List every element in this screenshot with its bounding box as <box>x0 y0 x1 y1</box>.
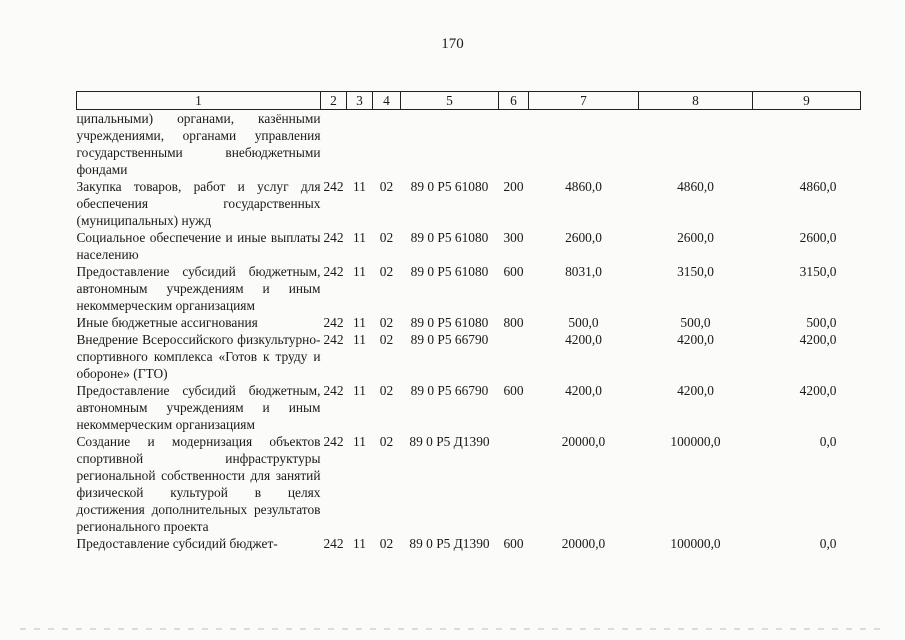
cell-section: 11 <box>353 536 366 551</box>
cell-expense-type: 800 <box>503 315 524 330</box>
table-row <box>77 110 861 179</box>
cell-sum-year3: 0,0 <box>819 536 837 551</box>
cell-sum-year3: 500,0 <box>806 315 837 330</box>
cell-expense-type: 200 <box>503 179 524 194</box>
cell-ministry: 242 <box>323 179 344 194</box>
cell-target: 89 0 P5 61080 <box>410 230 489 245</box>
cell-target: 89 0 P5 Д1390 <box>409 536 490 551</box>
cell-ministry: 242 <box>323 315 344 330</box>
cell-target: 89 0 P5 61080 <box>410 315 489 330</box>
row-name: Предоставление субсидий бюджетным, автономным учреждениям и иным некоммерческим организациям <box>76 383 321 432</box>
header-col-4: 4 <box>373 92 401 110</box>
row-name: Создание и модернизация объектов спортивной инфраструктуры региональной собственности для занятий физической культурой в целях достижения дополнительных результатов регионального проекта <box>76 434 321 534</box>
cell-sum-year1: 4860,0 <box>565 179 602 194</box>
cell-sum-year3: 4860,0 <box>799 179 837 194</box>
header-col-1: 1 <box>77 92 321 110</box>
cell-expense-type <box>499 433 529 535</box>
cell-sum-year3: 3150,0 <box>799 264 837 279</box>
cell-sum-year2: 500,0 <box>680 315 711 330</box>
scan-artifact <box>20 628 880 630</box>
table-body <box>77 110 861 553</box>
budget-table <box>76 91 861 552</box>
table-row <box>77 314 861 331</box>
table-row <box>77 229 861 263</box>
cell-expense-type <box>499 331 529 382</box>
cell-expense-type: 600 <box>503 264 524 279</box>
cell-sum-year3: 4200,0 <box>799 332 837 347</box>
cell-subsection: 02 <box>379 230 394 245</box>
row-name: Предоставление субсидий бюджет- <box>76 536 278 551</box>
header-col-8: 8 <box>639 92 753 110</box>
cell-subsection: 02 <box>379 179 394 194</box>
cell-sum-year3: 4200,0 <box>799 383 837 398</box>
cell-target: 89 0 P5 66790 <box>410 332 489 347</box>
cell-sum-year1: 2600,0 <box>565 230 602 245</box>
cell-section: 11 <box>353 434 366 449</box>
cell-subsection <box>373 110 401 179</box>
table-row <box>77 263 861 314</box>
cell-section <box>347 110 373 179</box>
cell-target: 89 0 P5 Д1390 <box>409 434 490 449</box>
cell-sum-year1: 4200,0 <box>565 383 602 398</box>
row-name: Иные бюджетные ассигнования <box>76 315 258 330</box>
cell-subsection: 02 <box>379 434 394 449</box>
table-row <box>77 433 861 535</box>
cell-target: 89 0 P5 61080 <box>410 264 489 279</box>
cell-ministry: 242 <box>323 264 344 279</box>
cell-sum-year1: 20000,0 <box>561 536 606 551</box>
cell-sum-year3 <box>753 110 861 179</box>
table-row <box>77 178 861 229</box>
cell-sum-year2: 4200,0 <box>677 383 714 398</box>
row-name: Предоставление субсидий бюджетным, автономным учреждениям и иным некоммерческим организациям <box>76 264 321 313</box>
cell-expense-type: 600 <box>503 383 524 398</box>
row-name: Внедрение Всероссийского физкультурно-спортивного комплекса «Готов к труду и обороне» (ГТО) <box>76 332 321 381</box>
cell-sum-year1: 20000,0 <box>561 434 606 449</box>
cell-subsection: 02 <box>379 332 394 347</box>
row-name: Закупка товаров, работ и услуг для обеспечения государственных (муниципальных) нужд <box>76 179 321 228</box>
cell-section: 11 <box>353 332 366 347</box>
cell-subsection: 02 <box>379 536 394 551</box>
header-col-7: 7 <box>529 92 639 110</box>
header-col-9: 9 <box>753 92 861 110</box>
cell-sum-year2: 100000,0 <box>670 434 721 449</box>
cell-section: 11 <box>353 383 366 398</box>
cell-ministry <box>321 110 347 179</box>
cell-ministry: 242 <box>323 434 344 449</box>
cell-sum-year2 <box>639 110 753 179</box>
row-name: Социальное обеспечение и иные выплаты населению <box>76 230 321 262</box>
table-row <box>77 331 861 382</box>
cell-ministry: 242 <box>323 332 344 347</box>
cell-sum-year2: 4200,0 <box>677 332 714 347</box>
header-col-5: 5 <box>401 92 499 110</box>
cell-section: 11 <box>353 315 366 330</box>
cell-section: 11 <box>353 264 366 279</box>
cell-ministry: 242 <box>323 230 344 245</box>
cell-subsection: 02 <box>379 315 394 330</box>
cell-target <box>401 110 499 179</box>
page-number: 170 <box>441 36 464 52</box>
table-row <box>77 535 861 552</box>
cell-sum-year1: 500,0 <box>568 315 599 330</box>
cell-expense-type: 600 <box>503 536 524 551</box>
cell-target: 89 0 P5 66790 <box>410 383 489 398</box>
cell-subsection: 02 <box>379 383 394 398</box>
cell-target: 89 0 P5 61080 <box>410 179 489 194</box>
cell-sum-year3: 0,0 <box>819 434 837 449</box>
table-row <box>77 382 861 433</box>
header-row <box>77 92 861 110</box>
cell-subsection: 02 <box>379 264 394 279</box>
header-col-3: 3 <box>347 92 373 110</box>
cell-ministry: 242 <box>323 383 344 398</box>
cell-sum-year2: 4860,0 <box>677 179 714 194</box>
cell-sum-year2: 2600,0 <box>677 230 714 245</box>
cell-sum-year3: 2600,0 <box>799 230 837 245</box>
cell-sum-year1 <box>529 110 639 179</box>
header-col-6: 6 <box>499 92 529 110</box>
cell-ministry: 242 <box>323 536 344 551</box>
cell-sum-year1: 4200,0 <box>565 332 602 347</box>
cell-sum-year2: 3150,0 <box>677 264 714 279</box>
header-col-2: 2 <box>321 92 347 110</box>
cell-sum-year1: 8031,0 <box>565 264 602 279</box>
cell-expense-type: 300 <box>503 230 524 245</box>
row-name: ципальными) органами, казёнными учреждениями, органами управления государственными внебюджетными фондами <box>76 111 321 177</box>
cell-section: 11 <box>353 230 366 245</box>
cell-expense-type <box>499 110 529 179</box>
cell-section: 11 <box>353 179 366 194</box>
cell-sum-year2: 100000,0 <box>670 536 721 551</box>
